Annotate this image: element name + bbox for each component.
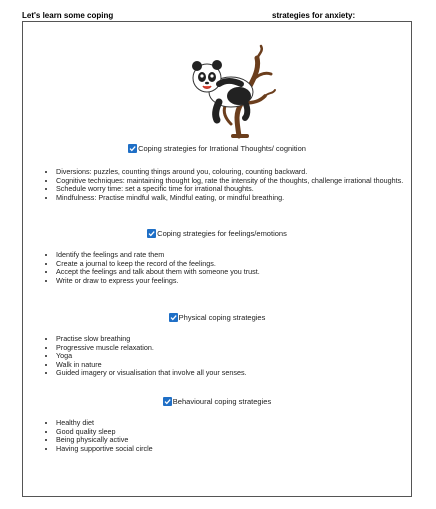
list-item: • Good quality sleep <box>56 428 416 437</box>
list-item: • Healthy diet <box>56 419 416 428</box>
section-heading-physical <box>23 313 411 323</box>
checked-checkbox-icon <box>128 144 137 153</box>
section-list-behavioural <box>37 419 416 453</box>
list-item: • Guided imagery or visualisation that involve all your senses. <box>56 369 416 378</box>
section-heading-label: Coping strategies for Irrational Thoughts/ cognition <box>138 144 306 153</box>
list-item: • Walk in nature <box>56 361 416 370</box>
list-item: • Practise slow breathing <box>56 335 416 344</box>
section-heading-label: Physical coping strategies <box>178 313 266 322</box>
section-list-physical <box>37 335 416 378</box>
section-heading-thoughts <box>23 144 411 154</box>
checked-checkbox-icon <box>169 313 178 322</box>
panda-on-tree-illustration <box>179 44 279 140</box>
section-heading-label: Coping strategies for feelings/emotions <box>157 229 287 238</box>
section-list-feelings <box>37 251 416 285</box>
list-item: • Having supportive social circle <box>56 445 416 454</box>
checked-checkbox-icon <box>163 397 172 406</box>
list-item: • Schedule worry time: set a specific time for irrational thoughts. <box>56 185 416 194</box>
section-heading-label: Behavioural coping strategies <box>172 397 272 406</box>
list-item: • Identify the feelings and rate them <box>56 251 416 260</box>
content-frame <box>22 21 412 497</box>
list-item: • Create a journal to keep the record of the feelings. <box>56 260 416 269</box>
section-heading-behavioural <box>23 397 411 407</box>
list-item: • Mindfulness: Practise mindful walk, Mindful eating, or mindful breathing. <box>56 194 416 203</box>
list-item: • Diversions: puzzles, counting things around you, colouring, counting backward. <box>56 168 416 177</box>
list-item: • Yoga <box>56 352 416 361</box>
checked-checkbox-icon <box>147 229 156 238</box>
section-list-thoughts <box>37 168 416 202</box>
list-item: • Being physically active <box>56 436 416 445</box>
list-item: • Write or draw to express your feelings. <box>56 277 416 286</box>
section-heading-feelings <box>23 229 411 239</box>
list-item: • Cognitive techniques: maintaining thought log, rate the intensity of the thoughts, challenge irrational thoughts. <box>56 177 416 186</box>
list-item: • Progressive muscle relaxation. <box>56 344 416 353</box>
title-left: Let's learn some coping <box>22 11 114 20</box>
list-item: • Accept the feelings and talk about them with someone you trust. <box>56 268 416 277</box>
title-right: strategies for anxiety: <box>272 11 356 20</box>
